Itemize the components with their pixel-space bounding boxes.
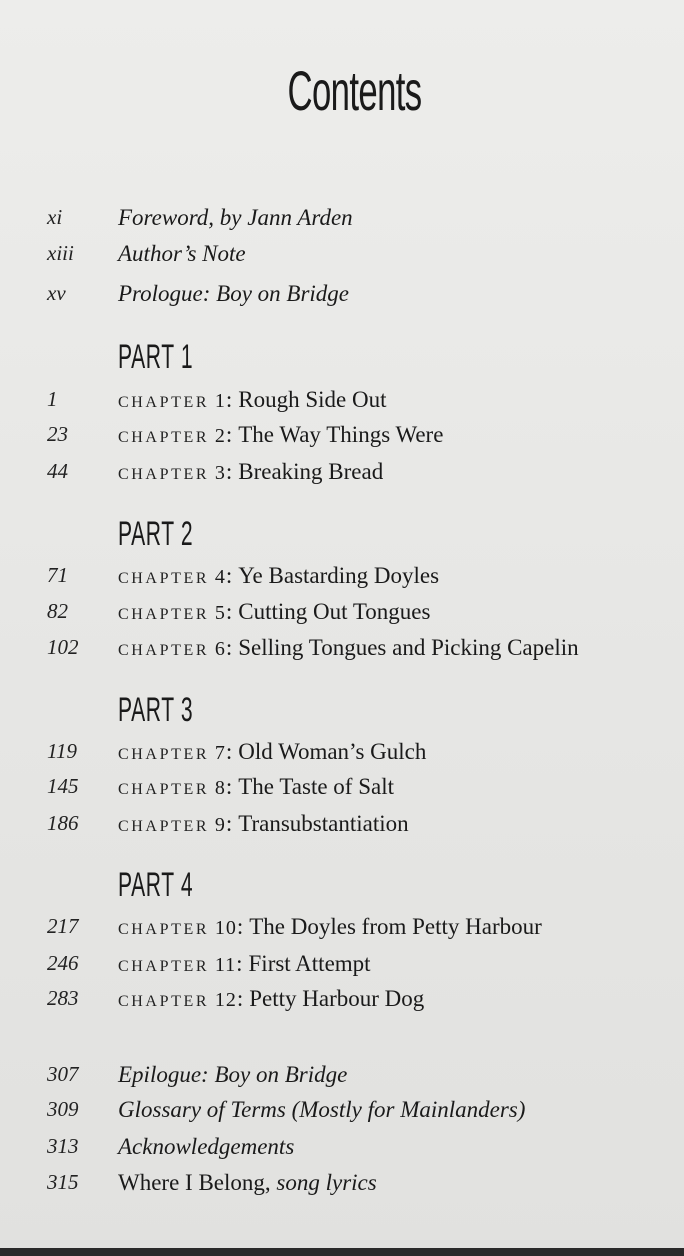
part-heading-4: PART 4 xyxy=(118,866,194,904)
toc-entry-prologue xyxy=(0,281,684,311)
page-number: 102 xyxy=(47,635,79,659)
page-number: 315 xyxy=(47,1170,79,1194)
chapter-title: Cutting Out Tongues xyxy=(238,599,431,624)
part-heading-2: PART 2 xyxy=(118,515,194,553)
chapter-title: Breaking Bread xyxy=(238,459,384,484)
chapter-entry: CHAPTER 10: The Doyles from Petty Harbour xyxy=(118,914,542,939)
chapter-title: The Taste of Salt xyxy=(238,774,394,799)
chapter-entry: CHAPTER 5: Cutting Out Tongues xyxy=(118,599,431,624)
chapter-entry: CHAPTER 7: Old Woman’s Gulch xyxy=(118,739,427,764)
page-number: xiii xyxy=(47,241,74,265)
chapter-entry: CHAPTER 4: Ye Bastarding Doyles xyxy=(118,563,440,588)
page-number: 246 xyxy=(47,951,79,975)
chapter-title: The Doyles from Petty Harbour xyxy=(249,914,542,939)
entry-title: Where I Belong, song lyrics xyxy=(118,1170,377,1195)
toc-chapter-1 xyxy=(0,387,684,417)
toc-entry-song-lyrics xyxy=(0,1170,684,1200)
page-title: Contents xyxy=(287,59,422,122)
chapter-entry: CHAPTER 11: First Attempt xyxy=(118,951,371,976)
toc-chapter-9 xyxy=(0,811,684,841)
entry-title: Acknowledgements xyxy=(118,1134,295,1159)
toc-chapter-5 xyxy=(0,599,684,629)
page-number: 283 xyxy=(47,986,79,1010)
toc-entry-glossary xyxy=(0,1097,684,1127)
page-number: 71 xyxy=(47,563,68,587)
chapter-entry: CHAPTER 9: Transubstantiation xyxy=(118,811,409,836)
chapter-entry: CHAPTER 1: Rough Side Out xyxy=(118,387,387,412)
chapter-entry: CHAPTER 8: The Taste of Salt xyxy=(118,774,394,799)
page-number: 217 xyxy=(47,914,79,938)
chapter-title: Transubstantiation xyxy=(238,811,409,836)
toc-chapter-10 xyxy=(0,914,684,944)
page-number: 23 xyxy=(47,422,68,446)
page-number: xv xyxy=(47,281,66,305)
chapter-title: Petty Harbour Dog xyxy=(249,986,425,1011)
page-number: 119 xyxy=(47,739,77,763)
chapter-title: Ye Bastarding Doyles xyxy=(238,563,440,588)
toc-chapter-6 xyxy=(0,635,684,665)
page-number: 1 xyxy=(47,387,58,411)
chapter-title: First Attempt xyxy=(248,951,371,976)
entry-title: Foreword, by Jann Arden xyxy=(118,205,353,230)
page-number: 82 xyxy=(47,599,68,623)
entry-title: Prologue: Boy on Bridge xyxy=(118,281,350,306)
toc-entry-epilogue xyxy=(0,1062,684,1092)
chapter-entry: CHAPTER 6: Selling Tongues and Picking Capelin xyxy=(118,635,579,660)
page-bottom-shadow xyxy=(0,1248,684,1256)
toc-chapter-3 xyxy=(0,459,684,489)
page-number: 145 xyxy=(47,774,79,798)
chapter-title: Rough Side Out xyxy=(238,387,387,412)
entry-title: Author’s Note xyxy=(118,241,246,266)
page-number: 307 xyxy=(47,1062,79,1086)
page-number: 313 xyxy=(47,1134,79,1158)
toc-chapter-8 xyxy=(0,774,684,804)
toc-chapter-11 xyxy=(0,951,684,981)
chapter-title: Old Woman’s Gulch xyxy=(238,739,427,764)
toc-chapter-12 xyxy=(0,986,684,1016)
chapter-title: The Way Things Were xyxy=(238,422,444,447)
chapter-title: Selling Tongues and Picking Capelin xyxy=(238,635,579,660)
entry-title: Glossary of Terms (Mostly for Mainlanders) xyxy=(118,1097,526,1122)
toc-chapter-4 xyxy=(0,563,684,593)
chapter-entry: CHAPTER 12: Petty Harbour Dog xyxy=(118,986,425,1011)
toc-chapter-7 xyxy=(0,739,684,769)
page-number: 186 xyxy=(47,811,79,835)
chapter-entry: CHAPTER 2: The Way Things Were xyxy=(118,422,444,447)
toc-entry-foreword xyxy=(0,205,684,235)
page-number: xi xyxy=(47,205,63,229)
part-heading-3: PART 3 xyxy=(118,691,194,729)
page-number: 309 xyxy=(47,1097,79,1121)
toc-chapter-2 xyxy=(0,422,684,452)
chapter-entry: CHAPTER 3: Breaking Bread xyxy=(118,459,384,484)
part-heading-1: PART 1 xyxy=(118,338,194,376)
toc-entry-acknowledgements xyxy=(0,1134,684,1164)
entry-title: Epilogue: Boy on Bridge xyxy=(118,1062,348,1087)
page-number: 44 xyxy=(47,459,68,483)
toc-entry-authors-note xyxy=(0,241,684,271)
